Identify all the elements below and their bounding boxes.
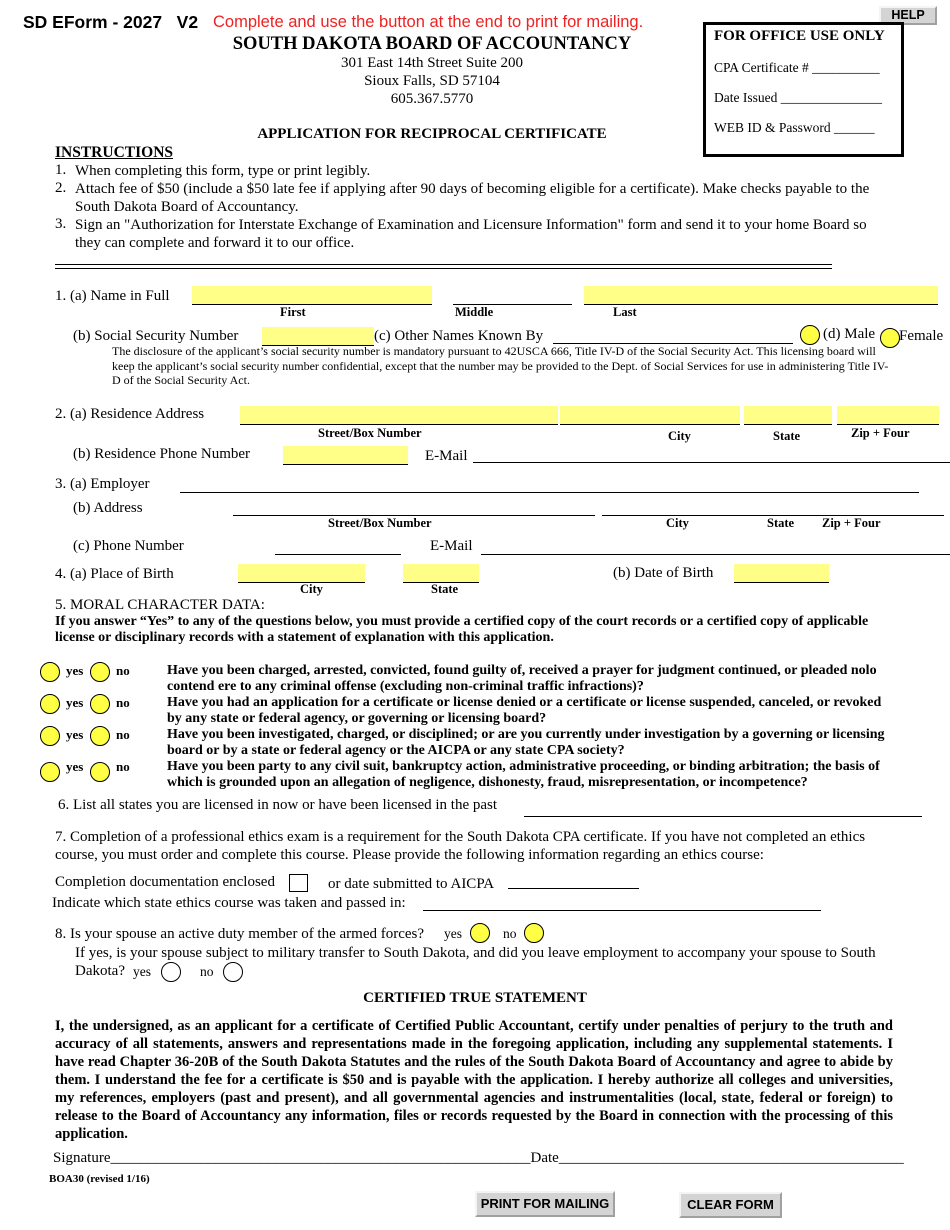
middle-caption: Middle <box>455 305 494 319</box>
military-no-radio[interactable] <box>524 923 544 943</box>
revision-label: BOA30 (revised 1/16) <box>49 1173 150 1185</box>
q1-yes-label: yes <box>66 663 84 678</box>
section-divider <box>55 264 832 269</box>
state-course-label: Indicate which state ethics course was taken and passed in: <box>52 895 406 911</box>
q4-yes-label: yes <box>66 759 84 774</box>
office-title: FOR OFFICE USE ONLY <box>714 28 885 44</box>
birthplace-label: 4. (a) Place of Birth <box>55 566 174 582</box>
residence-phone-field[interactable] <box>283 446 408 465</box>
birth-date-field[interactable] <box>734 564 829 583</box>
q1-no-label: no <box>116 663 130 678</box>
state-course-field[interactable] <box>423 910 821 911</box>
residence-state-caption: State <box>773 429 801 443</box>
employer-street-caption: Street/Box Number <box>328 516 432 530</box>
birth-city-field[interactable] <box>238 564 365 583</box>
other-names-label: (c) Other Names Known By <box>374 328 544 344</box>
first-name-field[interactable] <box>192 286 432 305</box>
instruction-text-1: When completing this form, type or print legibly. <box>75 163 371 179</box>
ethics-text: 7. Completion of a professional ethics exam is a requirement for the South Dakota CPA certificate. If you have not completed an ethics course, you must order and complete this course. Please provide the following information regarding an ethics course: <box>55 829 866 863</box>
moral-character-intro: If you answer “Yes” to any of the questions below, you must provide a certified copy of the court records or a certified copy of applicable license or disciplinary records with a statement of explanation with this application. <box>55 614 869 645</box>
military-yes-radio[interactable] <box>470 923 490 943</box>
employer-field[interactable] <box>180 492 919 493</box>
q3-yes-label: yes <box>66 727 84 742</box>
aicpa-date-label: or date submitted to AICPA <box>328 876 495 892</box>
transfer-yes-radio[interactable] <box>161 962 181 982</box>
residence-street-field[interactable] <box>240 406 558 425</box>
last-name-field[interactable] <box>584 286 938 305</box>
ethics-doc-label: Completion documentation enclosed <box>55 874 275 890</box>
statement-text: I, the undersigned, as an applicant for a certificate of Certified Public Accountant, certify under penalties of perjury to the truth and accuracy of all statements, answers and representations made in the foregoing application, including any supplemental statements. I have read Chapter 36-20B of the South Dakota Statutes and the rules of the South Dakota Board of Accountancy and agree to abide by them. I understand the fee for a certificate is $50 and is payable with the application. I hereby authorize all colleges and universities, my references, employers (past and present), and all governmental agencies and instrumentalities (local, state, federal or foreign) to release to the Board of Accountancy any information, files or records requested by the Board in connection with the processing of this application. <box>55 1018 893 1142</box>
licensed-states-label: 6. List all states you are licensed in now or have been licensed in the past <box>58 797 498 813</box>
transfer-no-radio[interactable] <box>223 962 243 982</box>
residence-zip-caption: Zip + Four <box>851 426 910 440</box>
birth-city-caption: City <box>300 582 323 596</box>
print-for-mailing-button[interactable]: PRINT FOR MAILING <box>475 1191 615 1217</box>
transfer-question: If yes, is your spouse subject to military transfer to South Dakota, and did you leave employment to accompany your spouse to South <box>75 945 876 961</box>
instruction-num-1: 1. <box>55 162 67 178</box>
question-2: Have you had an application for a certificate or license denied or a certificate or license suspended, canceled, or revoked by any state or federal agency, or governing or licensing board? <box>167 695 882 726</box>
q3-no-radio[interactable] <box>90 726 110 746</box>
q1-yes-radio[interactable] <box>40 662 60 682</box>
residence-city-caption: City <box>668 429 691 443</box>
residence-phone-label: (b) Residence Phone Number <box>73 446 251 462</box>
instruction-text-3: Sign an "Authorization for Interstate Exchange of Examination and Licensure Information" form and send it to your home Board so they can complete and forward it to our office. <box>75 217 867 251</box>
employer-state-caption: State <box>767 516 795 530</box>
org-phone: 605.367.5770 <box>390 91 474 107</box>
birth-state-caption: State <box>431 582 459 596</box>
residence-email-label: E-Mail <box>425 448 468 464</box>
residence-city-field[interactable] <box>560 406 740 425</box>
moral-character-label: 5. MORAL CHARACTER DATA: <box>55 597 265 613</box>
q2-no-radio[interactable] <box>90 694 110 714</box>
male-label: (d) Male <box>823 326 876 342</box>
instructions-heading: INSTRUCTIONS <box>55 144 174 161</box>
residence-zip-field[interactable] <box>837 406 939 425</box>
q2-yes-label: yes <box>66 695 84 710</box>
name-label: 1. (a) Name in Full <box>55 288 170 304</box>
form-id: SD EForm - 2027 V2 <box>23 12 199 32</box>
instruction-text-2: Attach fee of $50 (include a $50 late fee if applying after 90 days of becoming eligible for a certificate). Make checks payable to the South Dakota Board of Accountancy. <box>75 181 870 215</box>
q4-no-label: no <box>116 759 130 774</box>
residence-email-field[interactable] <box>473 462 950 463</box>
ssn-label: (b) Social Security Number <box>73 328 239 344</box>
office-cpa-cert: CPA Certificate # __________ <box>714 60 880 75</box>
instruction-num-2: 2. <box>55 180 67 196</box>
q1-no-radio[interactable] <box>90 662 110 682</box>
q3-no-label: no <box>116 727 130 742</box>
q2-yes-radio[interactable] <box>40 694 60 714</box>
licensed-states-field[interactable] <box>524 816 922 817</box>
employer-email-field[interactable] <box>481 554 950 555</box>
first-caption: First <box>280 305 306 319</box>
transfer-yes-label: yes <box>133 964 151 979</box>
print-notice: Complete and use the button at the end to print for mailing. <box>213 13 644 31</box>
employer-label: 3. (a) Employer <box>55 476 150 492</box>
office-date-issued: Date Issued _______________ <box>714 90 882 105</box>
office-use-box <box>703 22 904 157</box>
question-4: Have you been party to any civil suit, bankruptcy action, administrative proceeding, or binding arbitration; the basis of which is grounded upon an allegation of negligence, dishonesty, fraud, misrepresentation, or incompetence? <box>167 759 880 790</box>
question-1: Have you been charged, arrested, convicted, found guilty of, received a prayer for judgment continued, or pleaded nolo contend ere to any criminal offense (excluding non-criminal traffic infractions)? <box>167 663 877 694</box>
org-address-1: 301 East 14th Street Suite 200 <box>340 55 524 71</box>
employer-phone-field[interactable] <box>275 554 401 555</box>
transfer-question-end: Dakota? <box>75 963 125 979</box>
military-no-label: no <box>503 926 517 941</box>
birth-state-field[interactable] <box>403 564 479 583</box>
q4-no-radio[interactable] <box>90 762 110 782</box>
office-web-id: WEB ID & Password ______ <box>714 120 875 135</box>
org-address-2: Sioux Falls, SD 57104 <box>364 73 500 89</box>
q2-no-label: no <box>116 695 130 710</box>
employer-city-caption: City <box>666 516 689 530</box>
residence-street-caption: Street/Box Number <box>318 426 422 440</box>
form-title: APPLICATION FOR RECIPROCAL CERTIFICATE <box>257 126 607 142</box>
employer-email-label: E-Mail <box>430 538 473 554</box>
help-button[interactable]: HELP <box>879 6 937 25</box>
employer-address-label: (b) Address <box>73 500 143 516</box>
q3-yes-radio[interactable] <box>40 726 60 746</box>
last-caption: Last <box>613 305 637 319</box>
employer-zip-caption: Zip + Four <box>822 516 881 530</box>
clear-form-button[interactable]: CLEAR FORM <box>679 1192 782 1218</box>
military-yes-label: yes <box>444 926 462 941</box>
residence-address-label: 2. (a) Residence Address <box>55 406 205 422</box>
statement-heading: CERTIFIED TRUE STATEMENT <box>363 990 587 1006</box>
org-name: SOUTH DAKOTA BOARD OF ACCOUNTANCY <box>232 34 632 54</box>
employer-phone-label: (c) Phone Number <box>73 538 184 554</box>
q4-yes-radio[interactable] <box>40 762 60 782</box>
ssn-disclosure: The disclosure of the applicant’s social security number is mandatory pursuant to 42USCA 666, Title IV-D of the Social Security Act. This licensing board will keep the applicant’s social security number confidential, except that the number may be provided to the Dept. of Social Services for use in administering Title IV-D of the Social Security Act. <box>112 344 889 387</box>
residence-state-field[interactable] <box>744 406 832 425</box>
military-question: 8. Is your spouse an active duty member of the armed forces? <box>55 926 425 942</box>
aicpa-date-field[interactable] <box>508 888 639 889</box>
instruction-num-3: 3. <box>55 216 67 232</box>
male-radio[interactable] <box>800 325 820 345</box>
ethics-doc-checkbox[interactable] <box>289 874 308 892</box>
birth-date-label: (b) Date of Birth <box>613 565 714 581</box>
signature-date-line[interactable]: Signature________________________________________________________Date______________________________________________ <box>53 1150 904 1166</box>
female-label: Female <box>899 328 944 344</box>
transfer-no-label: no <box>200 964 214 979</box>
question-3: Have you been investigated, charged, or disciplined; or are you currently under investigation by a governing or licensing board or by a state or federal agency or the AICPA or any state CPA society? <box>167 727 885 758</box>
